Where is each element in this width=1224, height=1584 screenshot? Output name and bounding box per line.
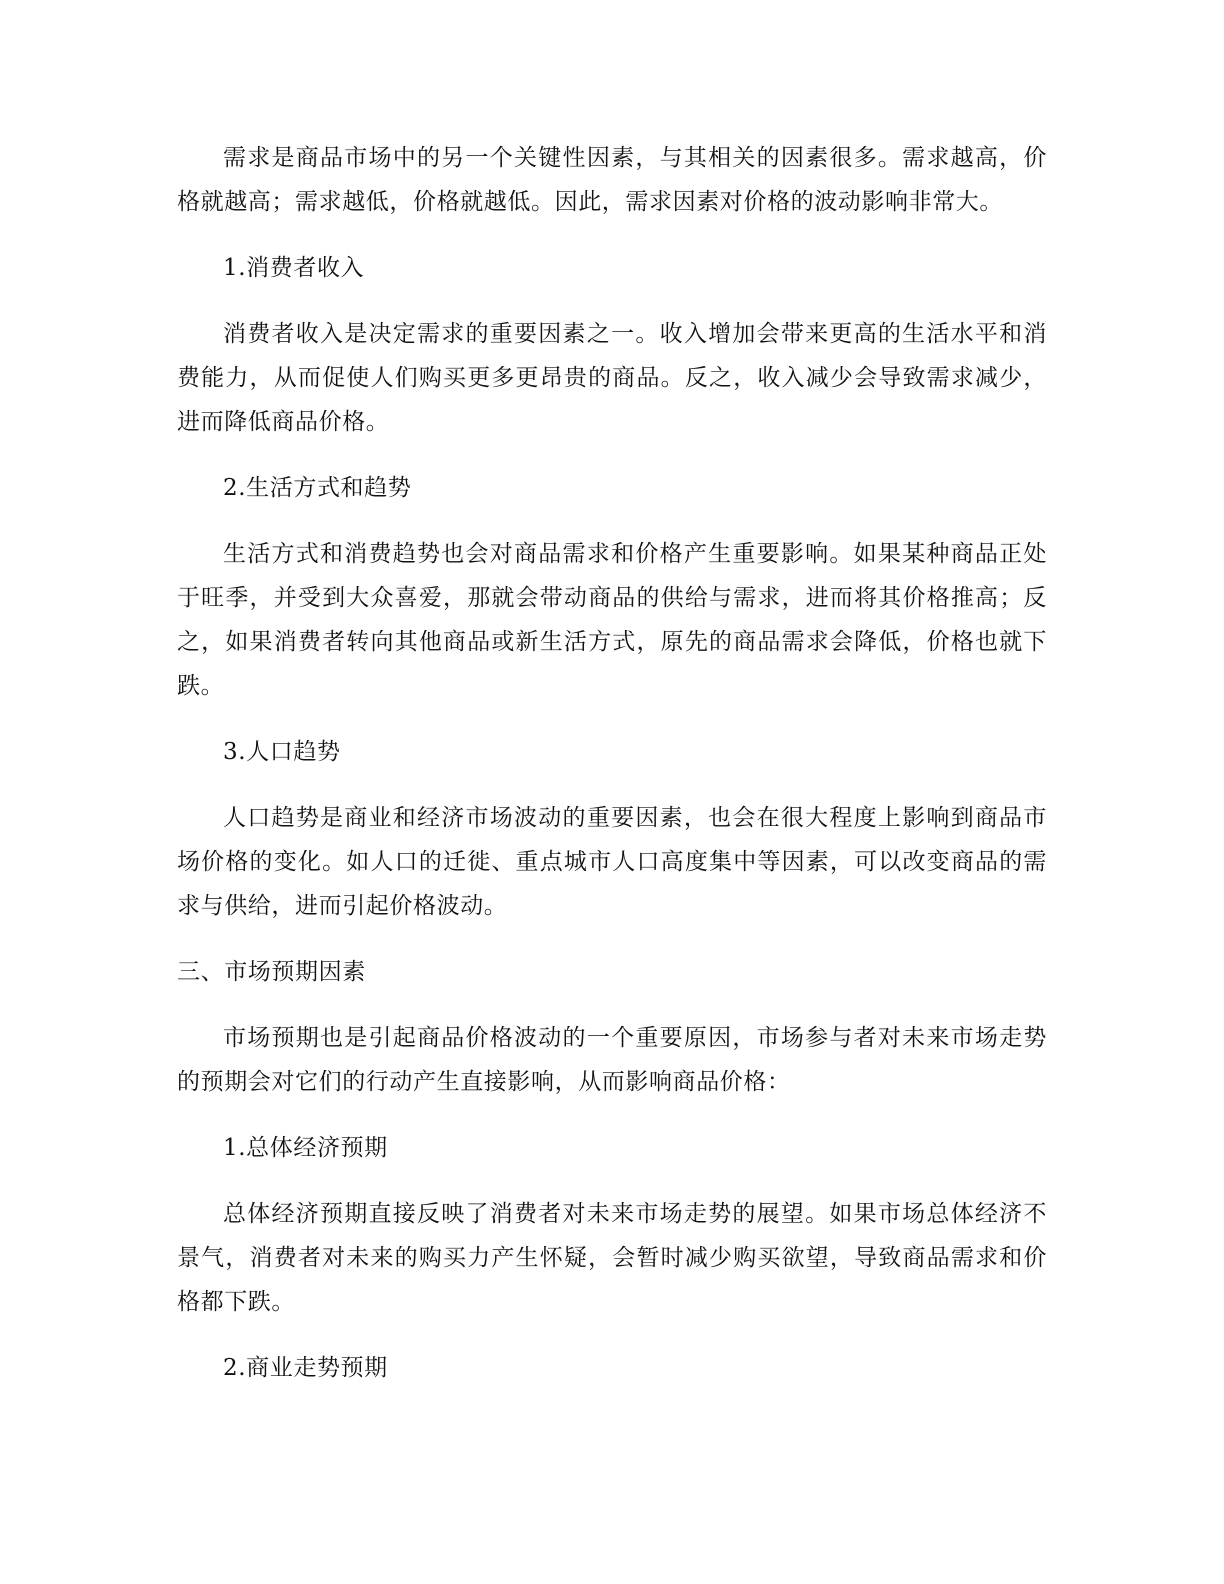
heading-consumer-income: 1.消费者收入: [223, 255, 365, 281]
paragraph-market-expectations: 市场预期也是引起商品价格波动的一个重要原因，市场参与者对未来市场走势的预期会对它们的行动产生直接影响，从而影响商品价格：: [177, 1025, 1047, 1095]
heading-population-trends: 3.人口趋势: [223, 739, 341, 765]
section-heading-market-expectations: 三、市场预期因素: [177, 959, 366, 985]
document-page: [177, 136, 1047, 1390]
paragraph-lifestyle-trends: 生活方式和消费趋势也会对商品需求和价格产生重要影响。如果某种商品正处于旺季，并受到大众喜爱，那就会带动商品的供给与需求，进而将其价格推高；反之，如果消费者转向其他商品或新生活方式，原先的商品需求会降低，价格也就下跌。: [177, 541, 1047, 699]
heading-overall-economic-expectations: 1.总体经济预期: [223, 1135, 388, 1161]
heading-lifestyle-trends: 2.生活方式和趋势: [223, 475, 412, 501]
heading-business-trend-expectations: 2.商业走势预期: [223, 1355, 388, 1381]
paragraph-population-trends: 人口趋势是商业和经济市场波动的重要因素，也会在很大程度上影响到商品市场价格的变化。如人口的迁徙、重点城市人口高度集中等因素，可以改变商品的需求与供给，进而引起价格波动。: [177, 805, 1047, 919]
paragraph-overall-economic-expectations: 总体经济预期直接反映了消费者对未来市场走势的展望。如果市场总体经济不景气，消费者对未来的购买力产生怀疑，会暂时减少购买欲望，导致商品需求和价格都下跌。: [177, 1201, 1047, 1315]
paragraph-consumer-income: 消费者收入是决定需求的重要因素之一。收入增加会带来更高的生活水平和消费能力，从而促使人们购买更多更昂贵的商品。反之，收入减少会导致需求减少，进而降低商品价格。: [177, 321, 1047, 435]
paragraph-demand-intro: 需求是商品市场中的另一个关键性因素，与其相关的因素很多。需求越高，价格就越高；需求越低，价格就越低。因此，需求因素对价格的波动影响非常大。: [177, 145, 1047, 215]
